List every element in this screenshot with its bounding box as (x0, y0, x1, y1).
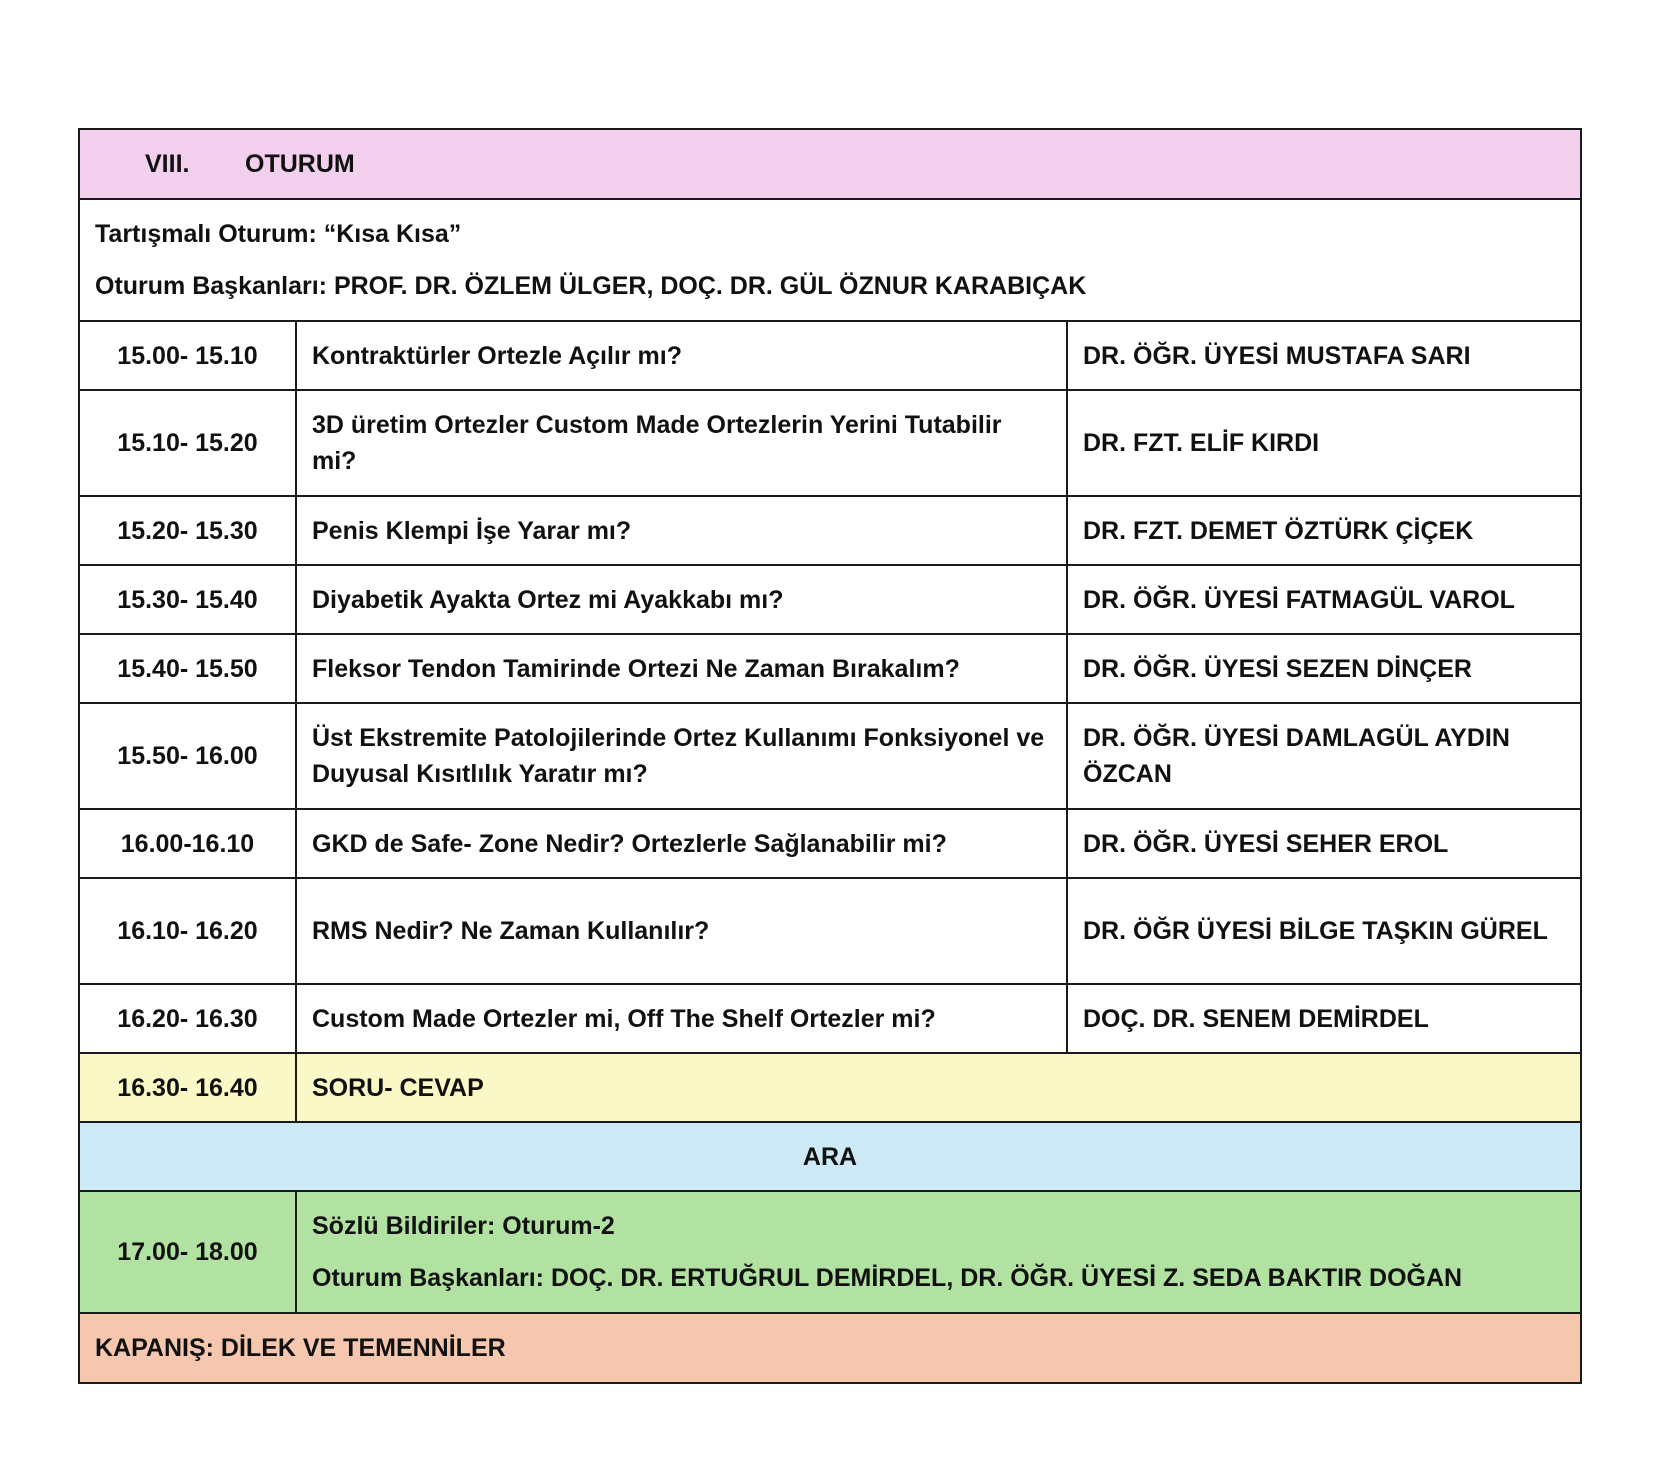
talk-topic: Kontraktürler Ortezle Açılır mı? (296, 321, 1067, 390)
talk-time: 15.20- 15.30 (79, 496, 296, 565)
program-table (78, 128, 1582, 1384)
talk-speaker: DR. ÖĞR ÜYESİ BİLGE TAŞKIN GÜREL (1067, 878, 1581, 984)
talk-speaker: DR. ÖĞR. ÜYESİ MUSTAFA SARI (1067, 321, 1581, 390)
talk-speaker: DR. FZT. DEMET ÖZTÜRK ÇİÇEK (1067, 496, 1581, 565)
talk-speaker: DR. ÖĞR. ÜYESİ FATMAGÜL VAROL (1067, 565, 1581, 634)
talk-time: 16.10- 16.20 (79, 878, 296, 984)
talk-time: 15.30- 15.40 (79, 565, 296, 634)
talk-time: 16.20- 16.30 (79, 984, 296, 1053)
talk-time: 16.00-16.10 (79, 809, 296, 878)
session-number: VIII. (145, 150, 190, 178)
qa-label: SORU- CEVAP (296, 1053, 1581, 1122)
talk-row (79, 496, 1581, 565)
talk-row (79, 703, 1581, 809)
session-label: OTURUM (245, 150, 355, 178)
oral-title: Sözlü Bildiriler: Oturum-2 (312, 1212, 615, 1240)
talk-time: 15.00- 15.10 (79, 321, 296, 390)
talk-topic: GKD de Safe- Zone Nedir? Ortezlerle Sağlanabilir mi? (296, 809, 1067, 878)
talk-row (79, 878, 1581, 984)
break-label: ARA (79, 1122, 1581, 1191)
talk-topic: 3D üretim Ortezler Custom Made Ortezlerin Yerini Tutabilir mi? (296, 390, 1067, 496)
qa-time: 16.30- 16.40 (79, 1053, 296, 1122)
session-intro-row (79, 199, 1581, 321)
talk-time: 15.40- 15.50 (79, 634, 296, 703)
talk-topic: Üst Ekstremite Patolojilerinde Ortez Kullanımı Fonksiyonel ve Duyusal Kısıtlılık Yaratır mı? (296, 703, 1067, 809)
oral-session-info (296, 1191, 1581, 1313)
session-header (79, 129, 1581, 199)
qa-row (79, 1053, 1581, 1122)
oral-session-row (79, 1191, 1581, 1313)
talk-row (79, 321, 1581, 390)
talk-speaker: DR. ÖĞR. ÜYESİ SEHER EROL (1067, 809, 1581, 878)
oral-chairs: Oturum Başkanları: DOÇ. DR. ERTUĞRUL DEMİRDEL, DR. ÖĞR. ÜYESİ Z. SEDA BAKTIR DOĞAN (312, 1264, 1463, 1292)
talk-topic: Fleksor Tendon Tamirinde Ortezi Ne Zaman Bırakalım? (296, 634, 1067, 703)
talk-topic: Penis Klempi İşe Yarar mı? (296, 496, 1067, 565)
talk-speaker: DOÇ. DR. SENEM DEMİRDEL (1067, 984, 1581, 1053)
oral-time: 17.00- 18.00 (79, 1191, 296, 1313)
session-title: Tartışmalı Oturum: “Kısa Kısa” (95, 220, 462, 248)
talk-time: 15.50- 16.00 (79, 703, 296, 809)
talk-time: 15.10- 15.20 (79, 390, 296, 496)
talk-row (79, 565, 1581, 634)
session-intro (79, 199, 1581, 321)
talk-topic: RMS Nedir? Ne Zaman Kullanılır? (296, 878, 1067, 984)
break-row (79, 1122, 1581, 1191)
talk-speaker: DR. FZT. ELİF KIRDI (1067, 390, 1581, 496)
talk-row (79, 809, 1581, 878)
talk-topic: Diyabetik Ayakta Ortez mi Ayakkabı mı? (296, 565, 1067, 634)
talk-speaker: DR. ÖĞR. ÜYESİ DAMLAGÜL AYDIN ÖZCAN (1067, 703, 1581, 809)
talk-row (79, 634, 1581, 703)
talk-row (79, 984, 1581, 1053)
session-header-row (79, 129, 1581, 199)
session-chairs: Oturum Başkanları: PROF. DR. ÖZLEM ÜLGER, DOÇ. DR. GÜL ÖZNUR KARABIÇAK (95, 272, 1087, 300)
closing-row (79, 1313, 1581, 1383)
talk-speaker: DR. ÖĞR. ÜYESİ SEZEN DİNÇER (1067, 634, 1581, 703)
talk-topic: Custom Made Ortezler mi, Off The Shelf Ortezler mi? (296, 984, 1067, 1053)
closing-label: KAPANIŞ: DİLEK VE TEMENNİLER (79, 1313, 1581, 1383)
talk-row (79, 390, 1581, 496)
